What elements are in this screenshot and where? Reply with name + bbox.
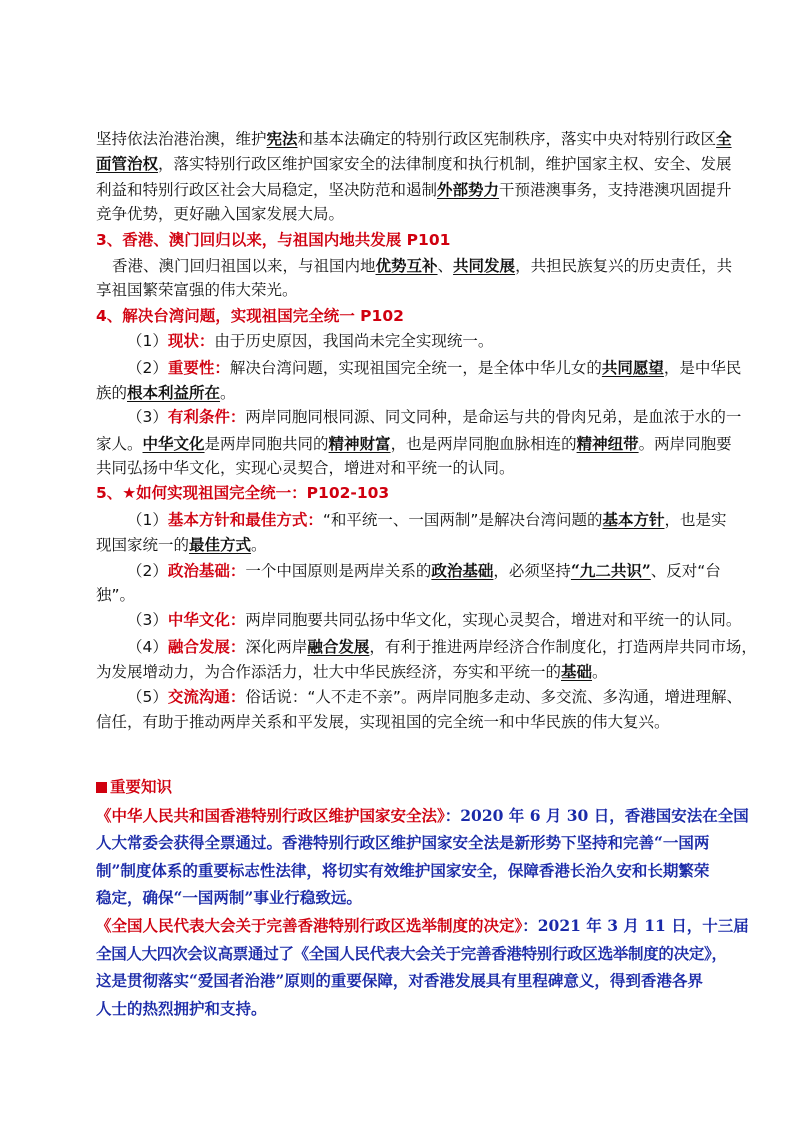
text-run: 、反对“台 xyxy=(650,561,721,580)
section-heading-5: 5、★如何实现祖国完全统一：P102-103 xyxy=(96,484,390,503)
section-heading-4: 4、解决台湾问题，实现祖国完全统一 P102 xyxy=(96,306,404,325)
text-run: ：2021 年 3 月 11 日，十三届 xyxy=(522,915,749,935)
keyword: 基础 xyxy=(561,662,593,682)
text-run: ：2020 年 6 月 30 日，香港国安法在全国 xyxy=(444,805,749,825)
text-line xyxy=(96,405,742,430)
keyword: 根本利益所在 xyxy=(127,382,221,402)
text-run: ，共担民族复兴的历史责任，共 xyxy=(515,256,733,275)
text-line xyxy=(96,659,712,684)
keyword: 宪法 xyxy=(266,129,298,148)
text-run: 由于历史原因，我国尚未完全实现统一。 xyxy=(214,332,494,351)
text-run: 竞争优势，更好融入国家发展大局。 xyxy=(96,205,345,224)
keyword: 全 xyxy=(716,129,732,148)
item-number: （4） xyxy=(127,637,168,656)
item-number: （3） xyxy=(127,611,168,630)
text-run: ，必须坚持 xyxy=(493,561,571,580)
text-run: 、 xyxy=(437,256,454,275)
keyword: 基本方针 xyxy=(602,509,665,529)
text-line xyxy=(96,532,712,557)
text-run: 现国家统一的 xyxy=(96,536,190,555)
keyword: 中华文化 xyxy=(142,433,205,453)
text-run: 两岸同胞同根同源、同文同种，是命运与共的骨肉兄弟，是血浓于水的一 xyxy=(245,408,742,427)
key-knowledge-heading xyxy=(96,774,712,802)
text-run: 享祖国繁荣富强的伟大荣光。 xyxy=(96,281,298,300)
text-run: 。 xyxy=(251,536,267,555)
text-line xyxy=(96,177,732,202)
item-number: （1） xyxy=(127,510,168,529)
item-title: 重要性： xyxy=(167,358,230,377)
text-line xyxy=(96,355,742,380)
keyword: 政治基础 xyxy=(431,560,494,580)
text-line: 人士的热烈拥护和支持。 xyxy=(96,998,267,1018)
text-run: 和基本法确定的特别行政区宪制秩序，落实中央对特别行政区 xyxy=(297,130,717,148)
section-heading-3: 3、香港、澳门回归以来，与祖国内地共发展 P101 xyxy=(96,230,451,249)
text-line: 这是贯彻落实“爱国者治港”原则的重要保障，对香港发展具有里程碑意义，得到香港各界 xyxy=(96,971,703,991)
text-run: ，是中华民 xyxy=(663,358,742,377)
text-run: 一个中国原则是两岸关系的 xyxy=(245,561,432,580)
text-run: 干预港澳事务，支持港澳巩固提升 xyxy=(499,180,732,199)
text-run: 家人。 xyxy=(96,434,143,453)
text-line xyxy=(96,710,712,735)
text-line xyxy=(96,431,732,456)
keyword: 外部势力 xyxy=(437,179,500,199)
text-line xyxy=(96,202,712,227)
text-run: 俗话说：“人不走不亲”。两岸同胞多走动、多交流、多沟通，增进理解、 xyxy=(245,687,742,706)
item-number: （3） xyxy=(127,408,168,427)
keyword: 精神纽带 xyxy=(576,433,639,453)
red-square-icon xyxy=(96,782,107,793)
keyword: 共同发展 xyxy=(453,255,516,275)
item-number: （5） xyxy=(127,687,168,706)
text-run: 为发展增动力，为合作添活力，壮大中华民族经济，夯实和平统一的 xyxy=(96,663,562,682)
keyword: 优势互补 xyxy=(375,255,438,275)
text-line xyxy=(96,802,749,830)
text-run: 深化两岸 xyxy=(245,637,308,656)
text-line xyxy=(96,151,732,176)
keyword: 共同愿望 xyxy=(601,357,664,377)
text-run: ，也是实 xyxy=(664,510,727,529)
text-run: 。 xyxy=(592,663,608,682)
text-line xyxy=(96,912,749,940)
law-title: 《中华人民共和国香港特别行政区维护国家安全法》 xyxy=(96,806,445,825)
item-title: 交流沟通： xyxy=(167,687,246,706)
text-run: 信任，有助于推动两岸关系和平发展，实现祖国的完全统一和中华民族的伟大复兴。 xyxy=(96,712,670,731)
text-line: 全国人大四次会议高票通过了《全国人民代表大会关于完善香港特别行政区选举制度的决定》， xyxy=(96,943,727,963)
item-title: 现状： xyxy=(167,332,215,351)
item-number: （2） xyxy=(127,561,168,580)
item-title: 有利条件： xyxy=(167,408,246,427)
item-title: 基本方针和最佳方式： xyxy=(167,510,323,529)
text-line xyxy=(96,685,742,710)
text-line: 制”制度体系的重要标志性法律，将切实有效维护国家安全，保障香港长治久安和长期繁荣 xyxy=(96,860,710,880)
text-line xyxy=(96,278,712,303)
item-number: （2） xyxy=(127,358,168,377)
text-line xyxy=(96,507,727,532)
keyword: 最佳方式 xyxy=(189,535,252,555)
text-run: 。 xyxy=(220,383,236,402)
heading-text: 重要知识 xyxy=(110,778,173,796)
item-title: 政治基础： xyxy=(167,561,246,580)
law-title: 《全国人民代表大会关于完善香港特别行政区选举制度的决定》 xyxy=(96,916,523,935)
text-run: ，有利于推进两岸经济合作制度化，打造两岸共同市场， xyxy=(369,637,757,656)
text-line xyxy=(96,380,712,405)
item-title: 融合发展： xyxy=(167,637,246,656)
text-line xyxy=(96,329,712,354)
text-run: “和平统一、一国两制”是解决台湾问题的 xyxy=(322,510,603,529)
keyword: 精神财富 xyxy=(328,433,391,453)
keyword: 面管治权 xyxy=(96,154,159,174)
text-line xyxy=(96,583,712,608)
text-line xyxy=(96,456,712,481)
text-run: 独”。 xyxy=(96,586,136,605)
text-run: 是两岸同胞共同的 xyxy=(204,434,329,453)
text-line: 人大常委会获得全票通过。香港特别行政区维护国家安全法是新形势下坚持和完善“一国两 xyxy=(96,833,710,853)
item-title: 中华文化： xyxy=(167,611,246,630)
text-run: 解决台湾问题，实现祖国完全统一，是全体中华儿女的 xyxy=(229,358,602,377)
intro-paragraph xyxy=(96,126,757,735)
text-line xyxy=(96,253,733,278)
text-line xyxy=(96,126,732,151)
key-knowledge-section xyxy=(96,774,749,1022)
text-run: ，落实特别行政区维护国家安全的法律制度和执行机制，维护国家主权、安全、发展 xyxy=(158,155,732,174)
text-run: 。两岸同胞要 xyxy=(638,434,732,453)
text-line xyxy=(96,634,757,659)
text-run: ，也是两岸同胞血脉相连的 xyxy=(390,434,577,453)
keyword: “九二共识” xyxy=(570,560,651,580)
text-run: 香港、澳门回归祖国以来，与祖国内地 xyxy=(112,256,376,275)
text-run: 两岸同胞要共同弘扬中华文化，实现心灵契合，增进对和平统一的认同。 xyxy=(245,611,742,630)
text-run: 利益和特别行政区社会大局稳定，坚决防范和遏制 xyxy=(96,180,438,199)
text-line xyxy=(96,558,721,583)
text-run: 坚持依法治港治澳，维护 xyxy=(96,130,267,148)
item-number: （1） xyxy=(127,332,168,351)
text-run: 共同弘扬中华文化，实现心灵契合，增进对和平统一的认同。 xyxy=(96,459,515,478)
keyword: 融合发展 xyxy=(307,636,370,656)
text-line: 稳定，确保“一国两制”事业行稳致远。 xyxy=(96,888,362,908)
text-run: 族的 xyxy=(96,383,128,402)
text-line xyxy=(96,608,742,633)
